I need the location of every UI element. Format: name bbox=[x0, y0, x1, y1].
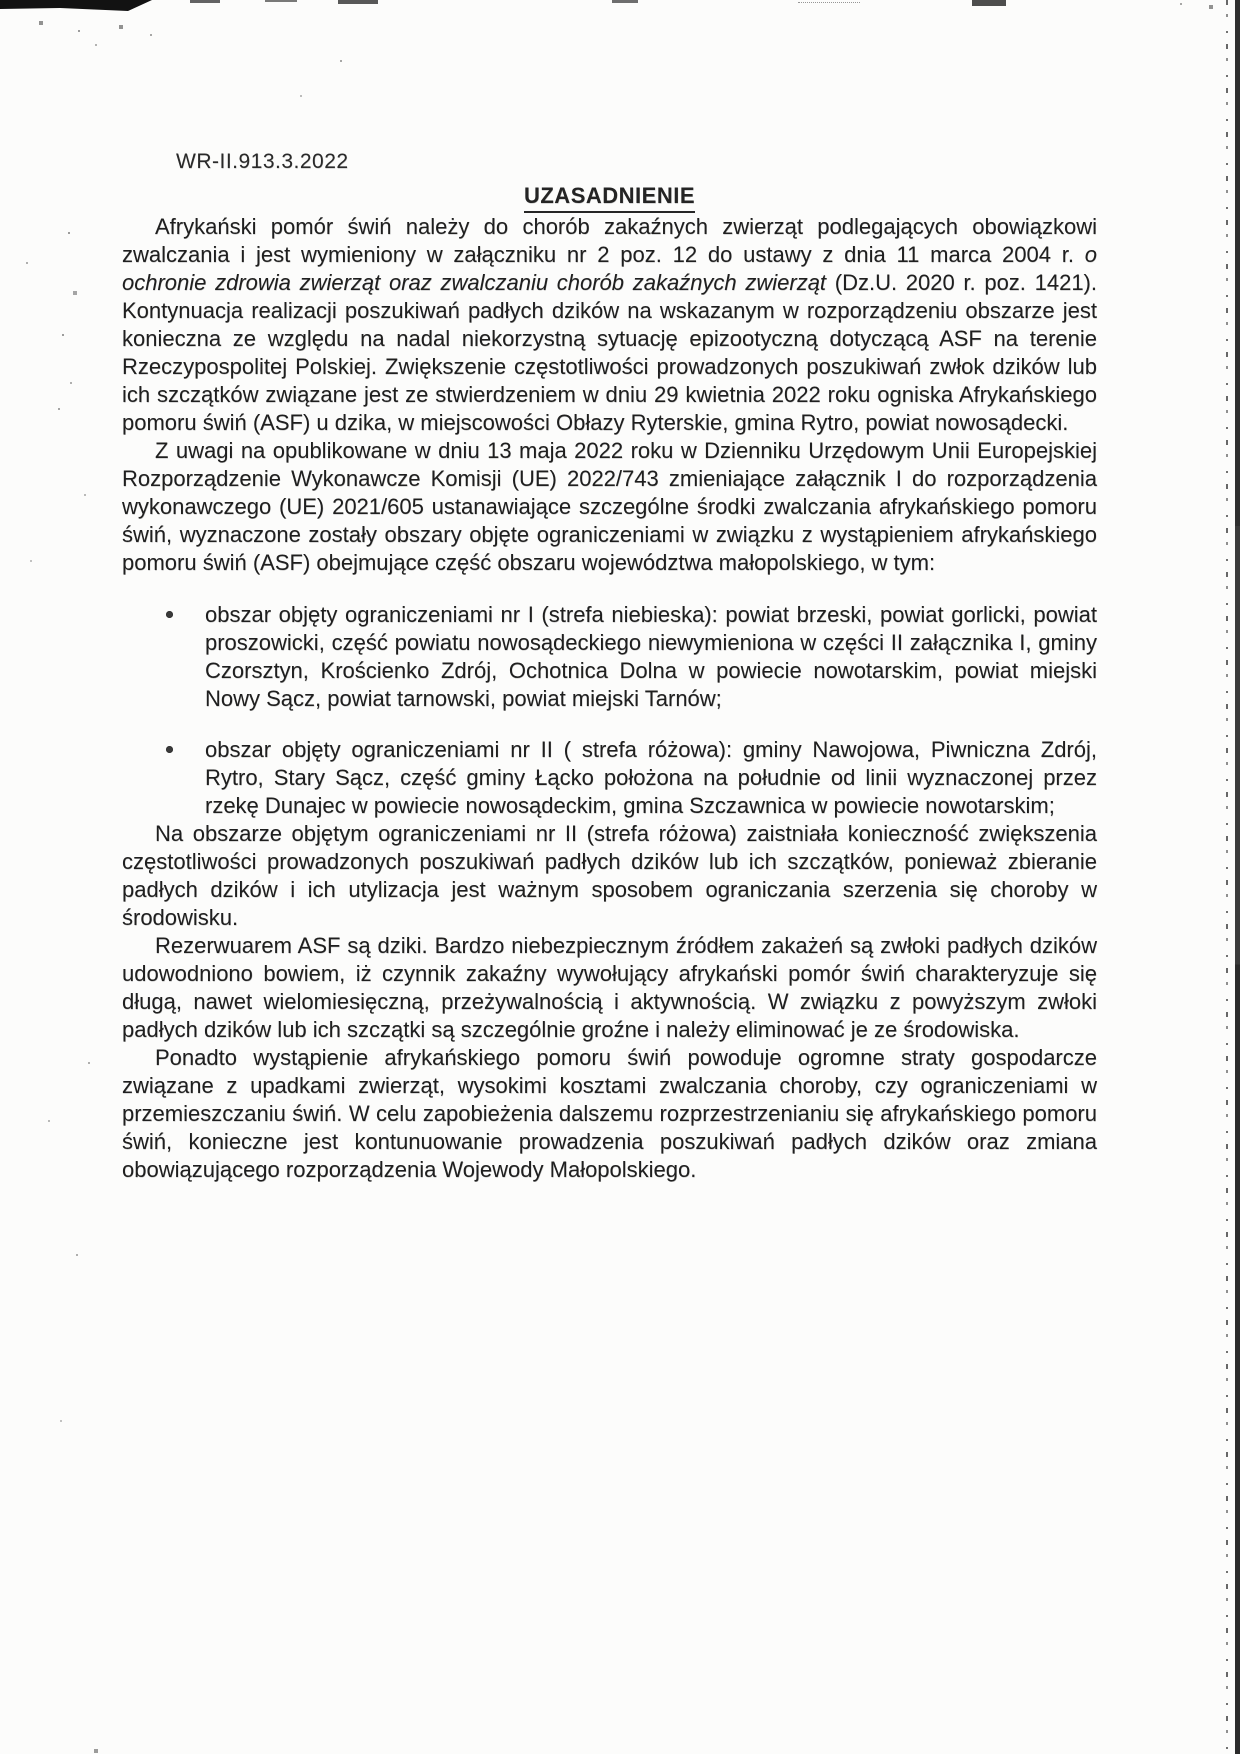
law-title-italic: o ochronie zdrowia zwierząt oraz zwalczaniu chorób zakaźnych zwierząt bbox=[122, 242, 1097, 295]
list-item-zone-2 bbox=[122, 736, 1097, 820]
paragraph-eu-regulation: Z uwagi na opublikowane w dniu 13 maja 2022 roku w Dzienniku Urzędowym Unii Europejskiej Rozporządzenie Wykonawcze Komisji (UE) 2022/743 zmieniające załącznik I do rozporządzenia wykonawczego (UE) 2021/605 ustanawiające szczególne środki zwalczania afrykańskiego pomoru świń, wyznaczone zostały obszary objęte ograniczeniami w związku z wystąpieniem afrykańskiego pomoru świń (ASF) obejmujące część obszaru województwa małopolskiego, w tym: bbox=[122, 438, 1097, 575]
list-item-zone-1 bbox=[122, 601, 1097, 713]
document-body bbox=[122, 148, 1097, 1184]
scan-edge-mark bbox=[798, 0, 860, 3]
scan-corner-artifact bbox=[0, 0, 152, 16]
bullet-icon bbox=[166, 611, 173, 618]
scan-right-edge-strip bbox=[1235, 0, 1240, 1754]
reference-number: WR-II.913.3.2022 bbox=[176, 150, 349, 173]
scan-right-dashed-line bbox=[1226, 0, 1228, 1754]
scan-edge-mark bbox=[190, 0, 220, 3]
zone-2-text: obszar objęty ograniczeniami nr II ( strefa różowa): gminy Nawojowa, Piwniczna Zdrój, Rytro, Stary Sącz, część gminy Łącko położona na południe od linii wyznaczonej przez rzekę Dunajec w powiecie nowosądeckim, gmina Szczawnica w powiecie nowotarskim; bbox=[205, 737, 1097, 818]
paragraph-intro bbox=[122, 213, 1097, 437]
paragraph-economic-losses: Ponadto wystąpienie afrykańskiego pomoru świń powoduje ogromne straty gospodarcze związane z upadkami zwierząt, wysokimi kosztami zwalczania choroby, czy ograniczeniami w przemieszczaniu świń. W celu zapobieżenia dalszemu rozprzestrzenianiu się afrykańskiego pomoru świń, konieczne jest kontunuowanie prowadzenia poszukiwań padłych dzików oraz zmiana obowiązującego rozporządzenia Wojewody Małopolskiego. bbox=[122, 1045, 1097, 1182]
scan-edge-mark bbox=[972, 0, 1006, 6]
restriction-zones-list bbox=[122, 601, 1097, 820]
scan-noise-speckles bbox=[0, 0, 2, 2]
page-title: UZASADNIENIE bbox=[524, 182, 695, 213]
paragraph-zone-2-need: Na obszarze objętym ograniczeniami nr II (strefa różowa) zaistniała konieczność zwiększenia częstotliwości prowadzonych poszukiwań padłych dzików lub ich szczątków, ponieważ zbieranie padłych dzików i ich utylizacja jest ważnym sposobem ograniczania szerzenia się choroby w środowisku. bbox=[122, 821, 1097, 930]
paragraph-intro-text-1: Afrykański pomór świń należy do chorób zakaźnych zwierząt podlegających obowiązkowi zwalczania i jest wymieniony w załączniku nr 2 poz. 12 do ustawy z dnia 11 marca 2004 r. bbox=[122, 214, 1097, 267]
title-row bbox=[122, 182, 1097, 213]
paragraph-intro-text-2: (Dz.U. 2020 r. poz. 1421). Kontynuacja realizacji poszukiwań padłych dzików na wskazanym w rozporządzeniu obszarze jest konieczna ze względu na nadal niekorzystną sytuację epizootyczną dotyczącą ASF na terenie Rzeczypospolitej Polskiej. Zwiększenie częstotliwości prowadzonych poszukiwań zwłok dzików lub ich szczątków związane jest ze stwierdzeniem w dniu 29 kwietnia 2022 roku ogniska Afrykańskiego pomoru świń (ASF) u dzika, w miejscowości Obłazy Ryterskie, gmina Rytro, powiat nowosądecki. bbox=[122, 270, 1097, 435]
bullet-icon bbox=[166, 746, 173, 753]
scan-edge-mark bbox=[338, 0, 378, 4]
zone-1-text: obszar objęty ograniczeniami nr I (strefa niebieska): powiat brzeski, powiat gorlicki, powiat proszowicki, część powiatu nowosądeckiego niewymieniona w części II załącznika I, gminy Czorsztyn, Krościenko Zdrój, Ochotnica Dolna w powiecie nowotarskim, powiat miejski Nowy Sącz, powiat tarnowski, powiat miejski Tarnów; bbox=[205, 602, 1097, 711]
paragraph-asf-reservoir: Rezerwuarem ASF są dziki. Bardzo niebezpiecznym źródłem zakażeń są zwłoki padłych dzików udowodniono bowiem, iż czynnik zakaźny wywołujący afrykański pomór świń charakteryzuje się długą, nawet wielomiesięczną, przeżywalnością i aktywnością. W związku z powyższym zwłoki padłych dzików lub ich szczątki są szczególnie groźne i należy eliminować je ze środowiska. bbox=[122, 933, 1097, 1042]
scan-edge-mark bbox=[612, 0, 638, 3]
scan-edge-mark bbox=[265, 0, 297, 2]
